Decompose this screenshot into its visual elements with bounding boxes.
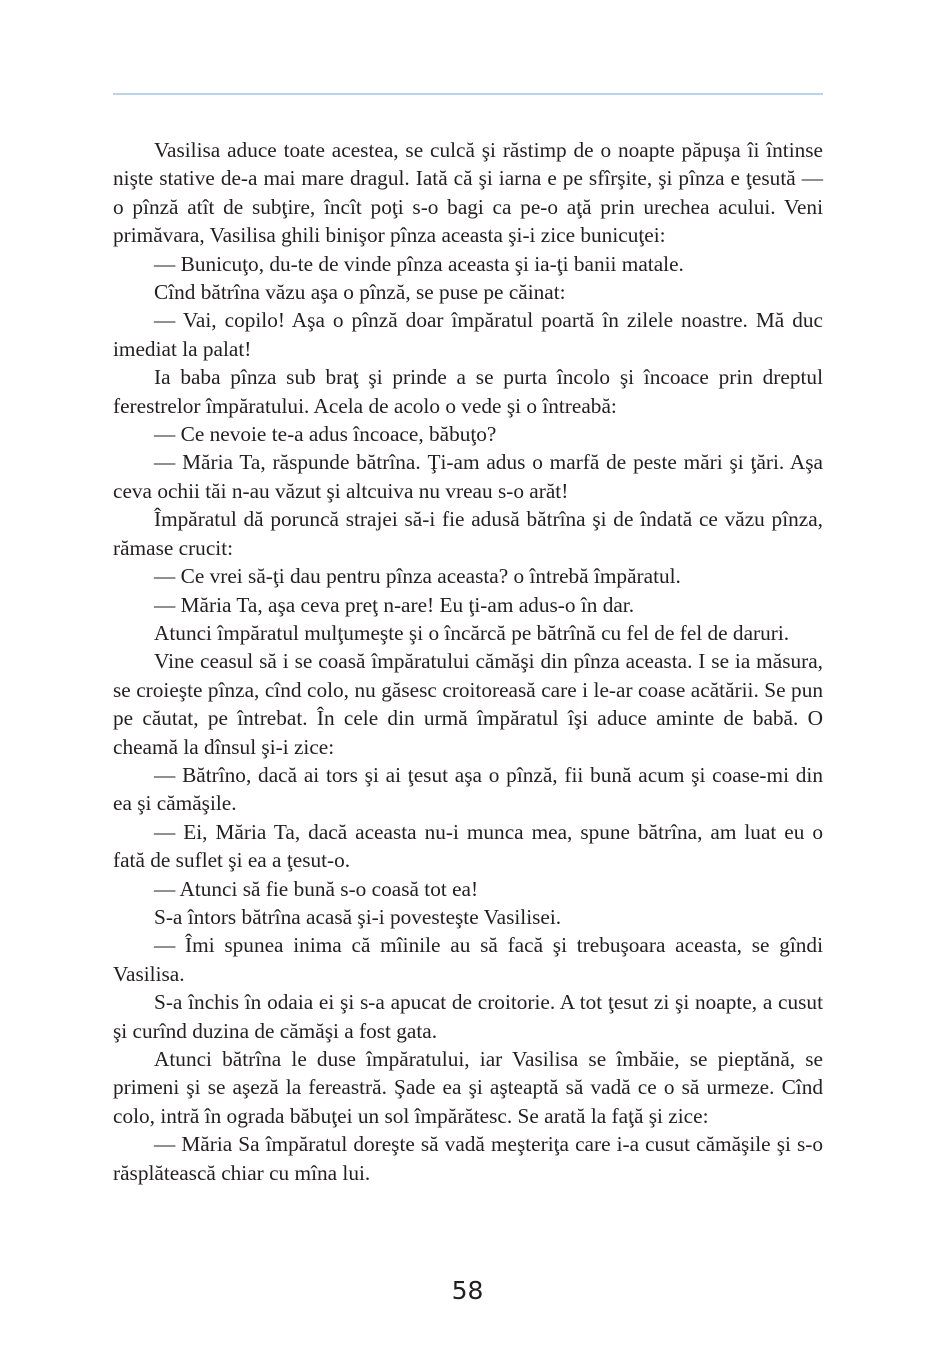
paragraph: Împăratul dă poruncă strajei să-i fie adusă bătrîna şi de îndată ce văzu pînza, rămase crucit: (113, 507, 823, 560)
header-rule (113, 93, 823, 95)
paragraph: Vine ceasul să i se coasă împăratului cămăşi din pînza aceasta. I se ia măsura, se croieşte pînza, cînd colo, nu găsesc croitoreasă care i le-ar coase acătării. Se pun pe căutat, pe întrebat. În cele din urmă împăratul îşi aduce aminte de babă. O cheamă la dînsul şi-i zice: (113, 649, 823, 759)
paragraph: — Ei, Măria Ta, dacă aceasta nu-i munca mea, spune bătrîna, am luat eu o fată de suflet şi ea a ţesut-o. (113, 819, 823, 873)
paragraph: S-a întors bătrîna acasă şi-i povesteşte Vasilisei. (154, 904, 562, 929)
paragraph: S-a închis în odaia ei şi s-a apucat de croitorie. A tot ţesut zi şi noapte, a cusut şi curînd duzina de cămăşi a fost gata. (113, 990, 823, 1043)
paragraph: Atunci împăratul mulţumeşte şi o încărcă pe bătrînă cu fel de fel de daruri. (154, 620, 790, 645)
paragraph: — Atunci să fie bună s-o coasă tot ea! (154, 876, 479, 901)
paragraph: — Ce nevoie te-a adus încoace, băbuţo? (154, 422, 497, 447)
paragraph: — Măria Sa împăratul doreşte să vadă meşteriţa care i-a cusut cămăşile şi s-o răsplătească chiar cu mîna lui. (113, 1132, 823, 1185)
page-number: 58 (451, 1276, 484, 1305)
paragraph: Atunci bătrîna le duse împăratului, iar Vasilisa se îmbăie, se pieptănă, se primeni şi se aşeză la fereastră. Şade ea şi aşteaptă să vadă ce o să urmeze. Cînd colo, intră în ograda băbuţei un sol împărătesc. Se arată la faţă şi zice: (113, 1047, 823, 1128)
body-text (113, 136, 823, 1187)
paragraph: Cînd bătrîna văzu aşa o pînză, se puse pe căinat: (154, 280, 566, 305)
paragraph: — Măria Ta, aşa ceva preţ n-are! Eu ţi-am adus-o în dar. (154, 592, 635, 617)
paragraph: — Bunicuţo, du-te de vinde pînza aceasta şi ia-ţi banii matale. (154, 251, 684, 276)
paragraph: — Vai, copilo! Aşa o pînză doar împăratul poartă în zilele noastre. Mă duc imediat la palat! (113, 308, 823, 361)
paragraph: — Bătrîno, dacă ai tors şi ai ţesut aşa o pînză, fii bună acum şi coase-mi din ea şi cămăşile. (113, 762, 823, 816)
paragraph: — Măria Ta, răspunde bătrîna. Ţi-am adus o marfă de peste mări şi ţări. Aşa ceva ochii tăi n-au văzut şi altcuiva nu vreau s-o arăt! (113, 450, 823, 503)
paragraph: — Ce vrei să-ţi dau pentru pînza aceasta? o întrebă împăratul. (154, 564, 681, 589)
paragraph: Vasilisa aduce toate acestea, se culcă şi răstimp de o noapte păpuşa îi întinse nişte stative de-a mai mare dragul. Iată că şi iarna e pe sfîrşite, şi pînza e ţesută — o pînză atît de subţire, încît poţi s-o bagi ca pe-o aţă prin urechea acului. Veni primăvara, Vasilisa ghili binişor pînza aceasta şi-i zice bunicuţei: (113, 138, 823, 248)
paragraph: Ia baba pînza sub braţ şi prinde a se purta încolo şi încoace prin dreptul ferestrelor împăratului. Acela de acolo o vede şi o întreabă: (113, 365, 823, 418)
paragraph: — Îmi spunea inima că mîinile au să facă şi trebuşoara aceasta, se gîndi Vasilisa. (113, 933, 823, 986)
